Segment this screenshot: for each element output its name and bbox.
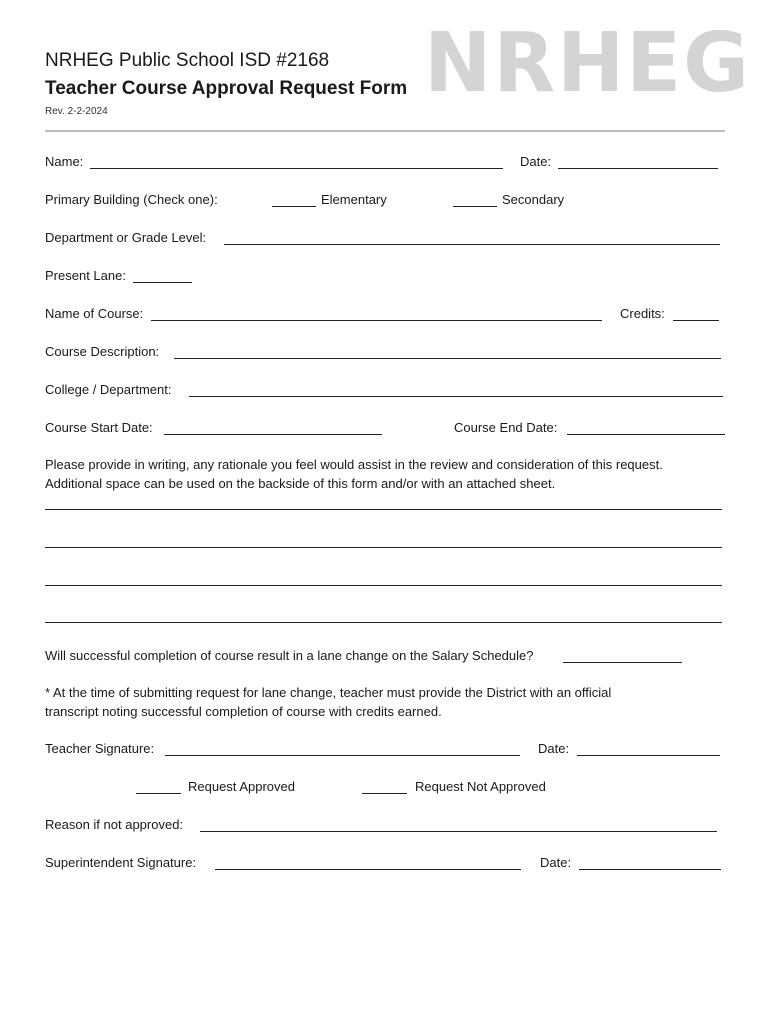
form-title: Teacher Course Approval Request Form	[45, 78, 408, 99]
credits-field[interactable]	[673, 320, 719, 321]
rationale-field-3[interactable]	[45, 585, 722, 586]
superintendent-date-label: Date:	[540, 855, 572, 870]
college-label: College / Department:	[45, 382, 172, 397]
start-date-field[interactable]	[164, 434, 382, 435]
reason-field[interactable]	[200, 831, 717, 832]
teacher-date-label: Date:	[538, 741, 570, 756]
request-not-approved-checkbox[interactable]	[362, 793, 407, 794]
superintendent-date-field[interactable]	[579, 869, 721, 870]
school-name: NRHEG Public School ISD #2168	[45, 50, 330, 71]
transcript-note-line-1: * At the time of submitting request for lane change, teacher must provide the District with an official	[45, 685, 612, 700]
request-not-approved-label: Request Not Approved	[415, 779, 546, 794]
primary-building-label: Primary Building (Check one):	[45, 192, 218, 207]
date-field[interactable]	[558, 168, 718, 169]
transcript-note-line-2: transcript noting successful completion of course with credits earned.	[45, 704, 442, 719]
header-divider	[45, 130, 725, 132]
teacher-signature-label: Teacher Signature:	[45, 741, 155, 756]
course-description-label: Course Description:	[45, 344, 160, 359]
reason-label: Reason if not approved:	[45, 817, 184, 832]
rationale-line-2: Additional space can be used on the backside of this form and/or with an attached sheet.	[45, 476, 556, 491]
course-description-field[interactable]	[174, 358, 721, 359]
rationale-line-1: Please provide in writing, any rationale you feel would assist in the review and consideration of this request.	[45, 457, 663, 472]
revision-date: Rev. 2-2-2024	[45, 106, 108, 117]
college-field[interactable]	[189, 396, 723, 397]
superintendent-signature-field[interactable]	[215, 869, 521, 870]
teacher-date-field[interactable]	[577, 755, 720, 756]
course-name-label: Name of Course:	[45, 306, 144, 321]
teacher-signature-field[interactable]	[165, 755, 520, 756]
name-field[interactable]	[90, 168, 503, 169]
nrheg-logo: NRHEG	[424, 16, 752, 111]
end-date-label: Course End Date:	[454, 420, 558, 435]
present-lane-label: Present Lane:	[45, 268, 126, 283]
superintendent-signature-label: Superintendent Signature:	[45, 855, 197, 870]
department-label: Department or Grade Level:	[45, 230, 207, 245]
rationale-field-1[interactable]	[45, 509, 722, 510]
date-label: Date:	[520, 154, 552, 169]
start-date-label: Course Start Date:	[45, 420, 153, 435]
lane-change-answer-field[interactable]	[563, 662, 682, 663]
secondary-checkbox[interactable]	[453, 206, 497, 207]
lane-change-question: Will successful completion of course result in a lane change on the Salary Schedule?	[45, 648, 534, 663]
present-lane-field[interactable]	[133, 282, 192, 283]
course-name-field[interactable]	[151, 320, 602, 321]
credits-label: Credits:	[620, 306, 665, 321]
request-approved-checkbox[interactable]	[136, 793, 181, 794]
department-field[interactable]	[224, 244, 720, 245]
name-label: Name:	[45, 154, 84, 169]
elementary-label: Elementary	[321, 192, 387, 207]
rationale-field-4[interactable]	[45, 622, 722, 623]
end-date-field[interactable]	[567, 434, 725, 435]
request-approved-label: Request Approved	[188, 779, 295, 794]
secondary-label: Secondary	[502, 192, 565, 207]
rationale-field-2[interactable]	[45, 547, 722, 548]
elementary-checkbox[interactable]	[272, 206, 316, 207]
